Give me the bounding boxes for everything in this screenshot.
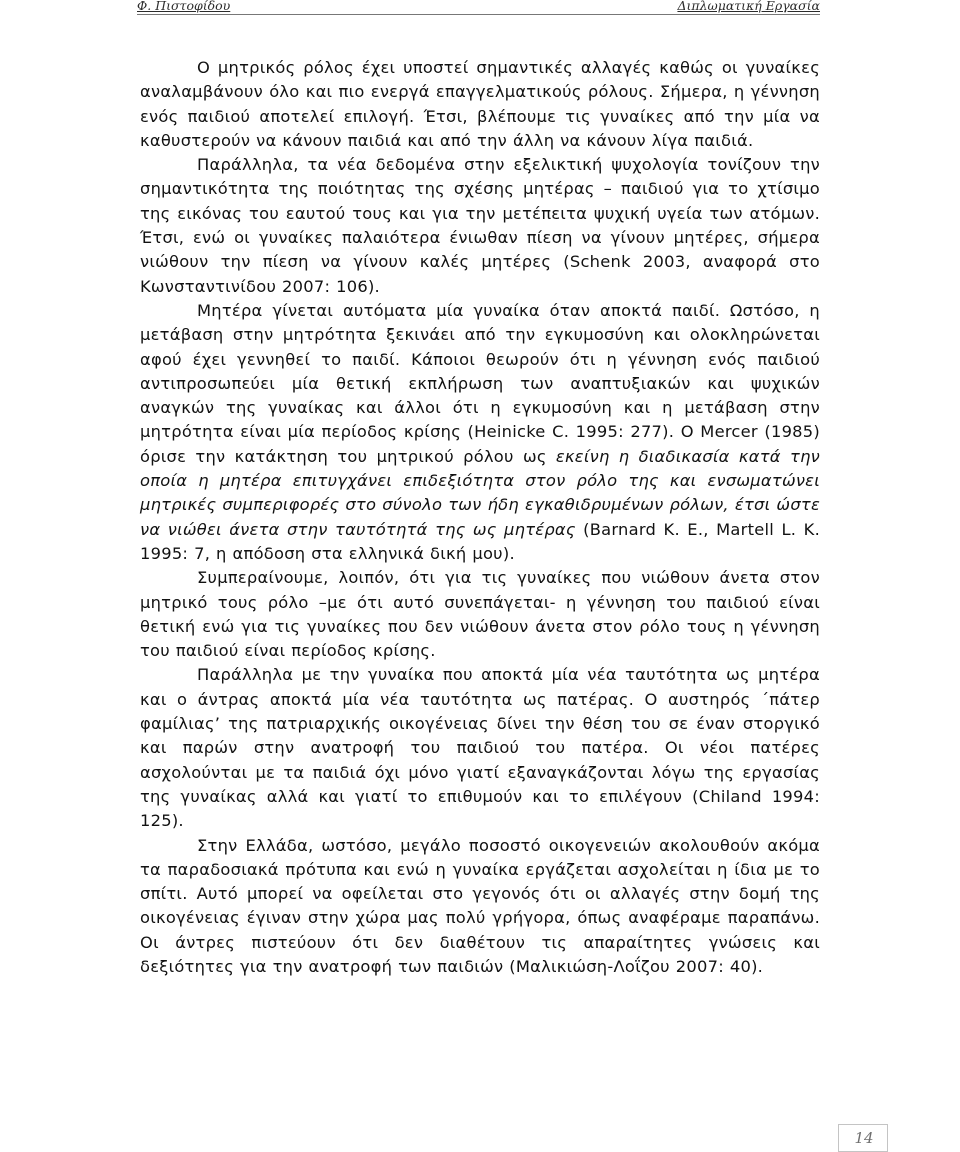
paragraph <box>140 834 820 980</box>
paragraph <box>140 566 820 663</box>
header-title: Διπλωματική Εργασία <box>677 0 820 13</box>
text-segment: (Barnard K. E., Martell L. K. 1995: 7, η απόδοση στα ελληνικά δική μου). <box>140 519 820 563</box>
text-segment: Ο μητρικός ρόλος έχει υποστεί σημαντικές αλλαγές καθώς οι γυναίκες αναλαμβάνουν όλο και πιο ενεργά επαγγελματικούς ρόλους. Σήμερα, η γέννηση ενός παιδιού αποτελεί επιλογή. Έτσι, βλέπουμε τις γυναίκες από την μία να καθυστερούν να κάνουν παιδιά και από την άλλη να κάνουν λίγα παιδιά. <box>140 58 820 150</box>
header-author: Φ. Πιστοφίδου <box>137 0 231 13</box>
page-number: 14 <box>854 1129 874 1147</box>
page-number-box <box>838 1124 888 1152</box>
running-header <box>137 0 820 15</box>
paragraph <box>140 299 820 566</box>
paragraph <box>140 663 820 833</box>
body-text <box>140 56 820 979</box>
paragraph <box>140 153 820 299</box>
text-segment: Παράλληλα με την γυναίκα που αποκτά μία νέα ταυτότητα ως μητέρα και ο άντρας αποκτά μία νέα ταυτότητα ως πατέρας. Ο αυστηρός ΄πάτερ φαμίλιας’ της πατριαρχικής οικογένειας δίνει την θέση του σε έναν στοργικό και παρών στην ανατροφή του παιδιού του πατέρα. Οι νέοι πατέρες ασχολούνται με τα παιδιά όχι μόνο γιατί εξαναγκάζονται λόγω της εργασίας της γυναίκας αλλά και γιατί το επιθυμούν και το επιλέγουν (Chiland 1994: 125). <box>140 665 820 831</box>
text-segment: Μητέρα γίνεται αυτόματα μία γυναίκα όταν αποκτά παιδί. Ωστόσο, η μετάβαση στην μητρότητα ξεκινάει από την εγκυμοσύνη και ολοκληρώνεται αφού έχει γεννηθεί το παιδί. Κάποιοι θεωρούν ότι η γέννηση ενός παιδιού αντιπροσωπεύει μία θετική εκπλήρωση των αναπτυξιακών και ψυχικών αναγκών της γυναίκας και άλλοι ότι η εγκυμοσύνη και η μετάβαση στην μητρότητα είναι μία περίοδος κρίσης (Heinicke C. 1995: 277). Ο Mercer (1985) όρισε την κατάκτηση του μητρικού ρόλου ως <box>140 300 820 466</box>
text-segment: Στην Ελλάδα, ωστόσο, μεγάλο ποσοστό οικογενειών ακολουθούν ακόμα τα παραδοσιακά πρότυπα και ενώ η γυναίκα εργάζεται ασχολείται η ίδια με το σπίτι. Αυτό μπορεί να οφείλεται στο γεγονός ότι οι αλλαγές στην δομή της οικογένειας έγιναν στην χώρα μας πολύ γρήγορα, όπως αναφέραμε παραπάνω. Οι άντρες πιστεύουν ότι δεν διαθέτουν τις απαραίτητες γνώσεις και δεξιότητες για την ανατροφή των παιδιών (Μαλικιώση-Λοΐζου 2007: 40). <box>140 835 820 976</box>
italic-quote: εκείνη η διαδικασία κατά την οποία η μητέρα επιτυγχάνει επιδεξιότητα στον ρόλο της και ενσωματώνει μητρικές συμπεριφορές στο σύνολο των ήδη εγκαθιδρυμένων ρόλων, έτσι ώστε να νιώθει άνετα στην ταυτότητά της ως μητέρας <box>140 446 820 539</box>
text-segment: Συμπεραίνουμε, λοιπόν, ότι για τις γυναίκες που νιώθουν άνετα στον μητρικό τους ρόλο –με ότι αυτό συνεπάγεται- η γέννηση του παιδιού είναι θετική ενώ για τις γυναίκες που δεν νιώθουν άνετα στον ρόλο τους η γέννηση του παιδιού είναι περίοδος κρίσης. <box>140 568 820 661</box>
paragraph <box>140 56 820 153</box>
text-segment: Παράλληλα, τα νέα δεδομένα στην εξελικτική ψυχολογία τονίζουν την σημαντικότητα της ποιότητας της σχέσης μητέρας – παιδιού για το χτίσιμο της εικόνας του εαυτού τους και για την μετέπειτα ψυχική υγεία των ατόμων. Έτσι, ενώ οι γυναίκες παλαιότερα ένιωθαν πίεση να γίνουν μητέρες, σήμερα νιώθουν την πίεση να γίνουν καλές μητέρες (Schenk 2003, αναφορά στο Κωνσταντινίδου 2007: 106). <box>140 155 820 296</box>
